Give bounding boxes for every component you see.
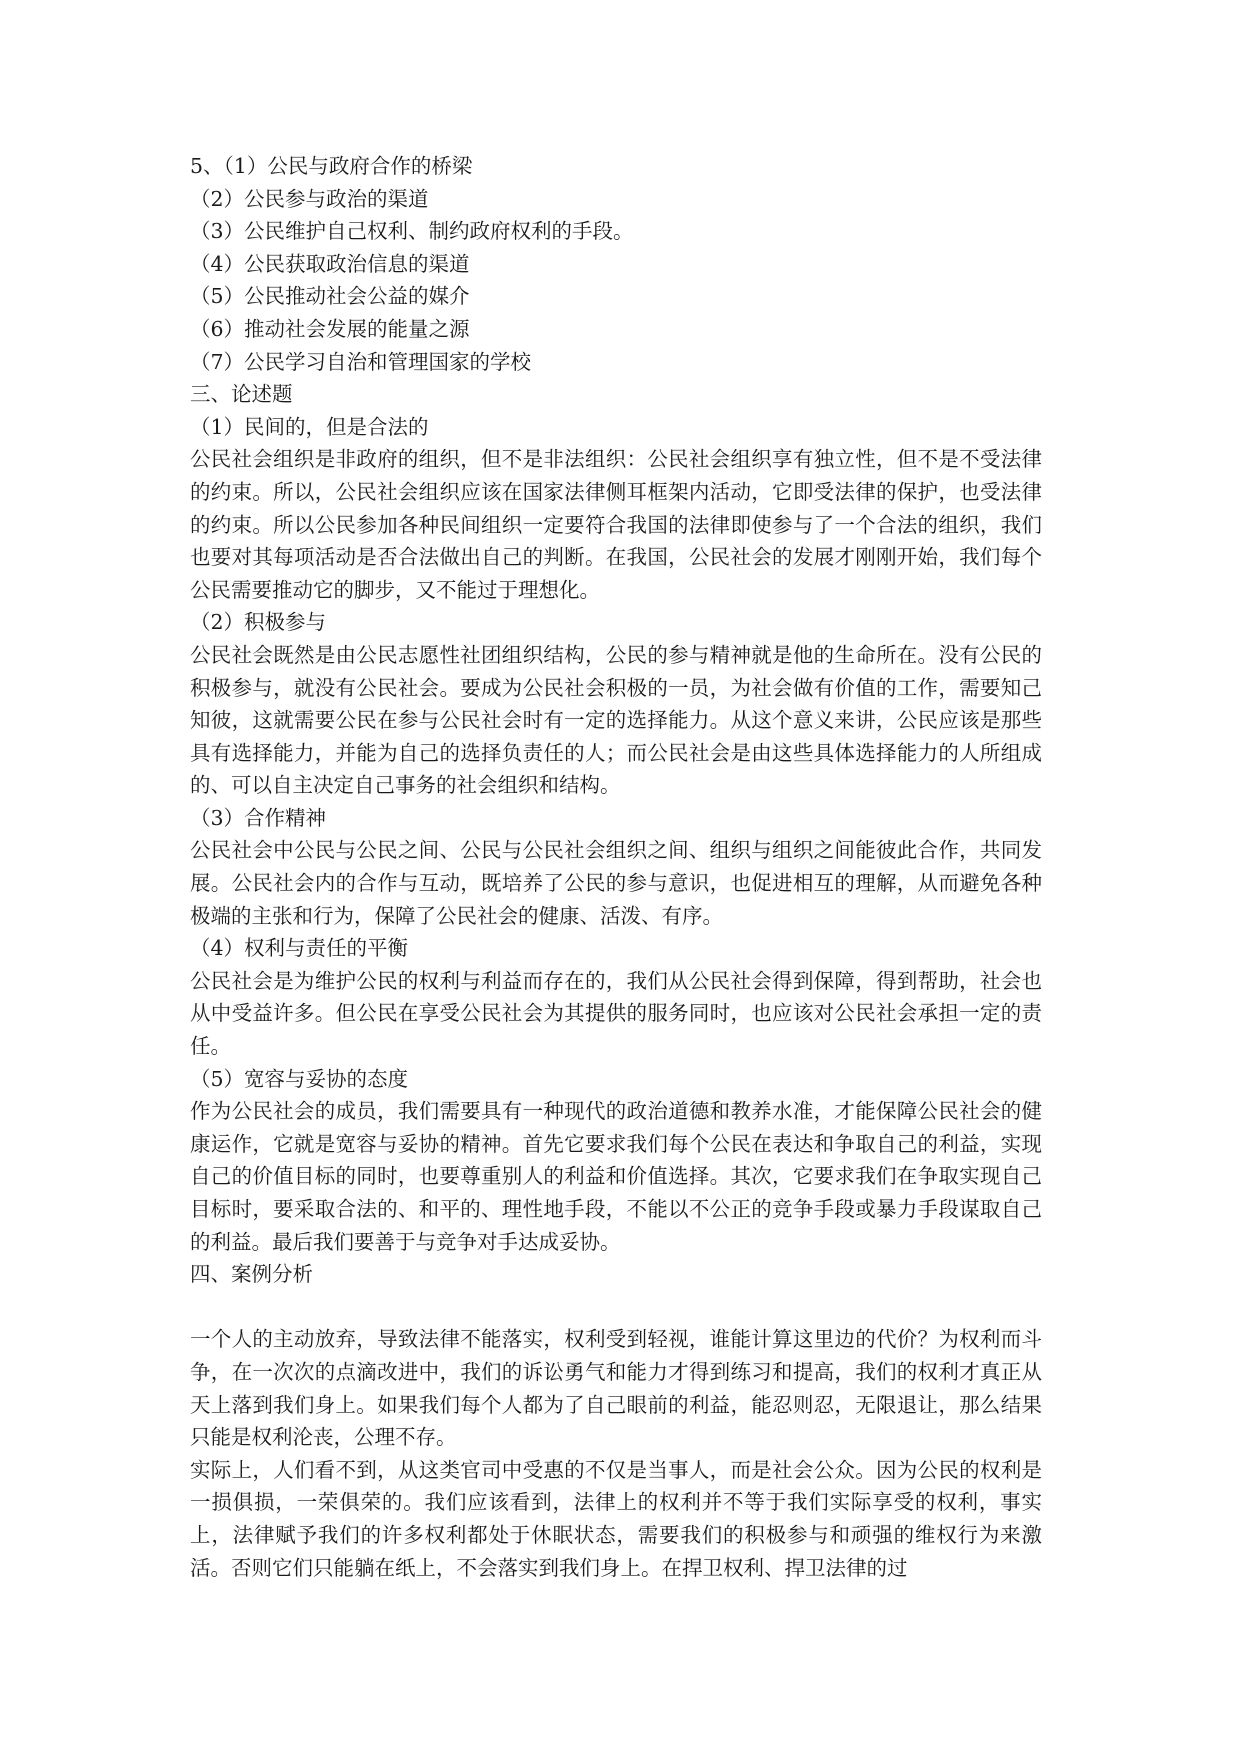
item-5-5: （5）公民推动社会公益的媒介 bbox=[190, 284, 470, 309]
item-5-6: （6）推动社会发展的能量之源 bbox=[190, 316, 470, 341]
case-analysis-para-1: 一个人的主动放弃，导致法律不能落实，权利受到轻视，谁能计算这里边的代价？为权利而斗争，在一次次的点滴改进中，我们的诉讼勇气和能力才得到练习和提高，我们的权利才真正从天上落到我们身上。如果我们每个人都为了自己眼前的利益，能忍则忍，无限退让，那么结果只能是权利沦丧，公理不存。 bbox=[190, 1327, 1042, 1450]
case-analysis-para-2: 实际上，人们看不到，从这类官司中受惠的不仅是当事人，而是社会公众。因为公民的权利是一损俱损，一荣俱荣的。我们应该看到，法律上的权利并不等于我们实际享受的权利，事实上，法律赋予我们的许多权利都处于休眠状态，需要我们的积极参与和顽强的维权行为来激活。否则它们只能躺在纸上，不会落实到我们身上。在捍卫权利、捍卫法律的过 bbox=[190, 1457, 1042, 1580]
section-3-heading: 三、论述题 bbox=[190, 382, 293, 407]
essay-point-4-body: 公民社会是为维护公民的权利与利益而存在的，我们从公民社会得到保障，得到帮助，社会也从中受益许多。但公民在享受公民社会为其提供的服务同时，也应该对公民社会承担一定的责任。 bbox=[190, 968, 1042, 1059]
essay-point-5-heading: （5）宽容与妥协的态度 bbox=[190, 1066, 409, 1091]
essay-point-3-heading: （3）合作精神 bbox=[190, 805, 327, 830]
document-page bbox=[190, 150, 1042, 1584]
item-5-2: （2）公民参与政治的渠道 bbox=[190, 186, 429, 211]
item-5-4: （4）公民获取政治信息的渠道 bbox=[190, 251, 470, 276]
essay-point-5-body: 作为公民社会的成员，我们需要具有一种现代的政治道德和教养水准，才能保障公民社会的健康运作，它就是宽容与妥协的精神。首先它要求我们每个公民在表达和争取自己的利益，实现自己的价值目标的同时，也要尊重别人的利益和价值选择。其次，它要求我们在争取实现自己目标时，要采取合法的、和平的、理性地手段，不能以不公正的竞争手段或暴力手段谋取自己的利益。最后我们要善于与竞争对手达成妥协。 bbox=[190, 1099, 1042, 1254]
essay-point-1-heading: （1）民间的，但是合法的 bbox=[190, 414, 429, 439]
essay-point-4-heading: （4）权利与责任的平衡 bbox=[190, 936, 409, 961]
essay-point-1-body: 公民社会组织是非政府的组织，但不是非法组织：公民社会组织享有独立性，但不是不受法律的约束。所以，公民社会组织应该在国家法律侧耳框架内活动，它即受法律的保护，也受法律的约束。所以公民参加各种民间组织一定要符合我国的法律即使参与了一个合法的组织，我们也要对其每项活动是否合法做出自己的判断。在我国，公民社会的发展才刚刚开始，我们每个公民需要推动它的脚步，又不能过于理想化。 bbox=[190, 447, 1042, 602]
item-5-3: （3）公民维护自己权利、制约政府权利的手段。 bbox=[190, 219, 634, 244]
blank-line bbox=[190, 1291, 1042, 1324]
item-5-7: （7）公民学习自治和管理国家的学校 bbox=[190, 349, 532, 374]
item-5-heading: 5、（1）公民与政府合作的桥梁 bbox=[190, 154, 473, 178]
essay-point-2-heading: （2）积极参与 bbox=[190, 610, 327, 635]
essay-point-3-body: 公民社会中公民与公民之间、公民与公民社会组织之间、组织与组织之间能彼此合作，共同发展。公民社会内的合作与互动，既培养了公民的参与意识，也促进相互的理解，从而避免各种极端的主张和行为，保障了公民社会的健康、活泼、有序。 bbox=[190, 838, 1042, 928]
essay-point-2-body: 公民社会既然是由公民志愿性社团组织结构，公民的参与精神就是他的生命所在。没有公民的积极参与，就没有公民社会。要成为公民社会积极的一员，为社会做有价值的工作，需要知己知彼，这就需要公民在参与公民社会时有一定的选择能力。从这个意义来讲，公民应该是那些具有选择能力，并能为自己的选择负责任的人；而公民社会是由这些具体选择能力的人所组成的、可以自主决定自己事务的社会组织和结构。 bbox=[190, 642, 1042, 798]
section-4-heading: 四、案例分析 bbox=[190, 1262, 313, 1287]
